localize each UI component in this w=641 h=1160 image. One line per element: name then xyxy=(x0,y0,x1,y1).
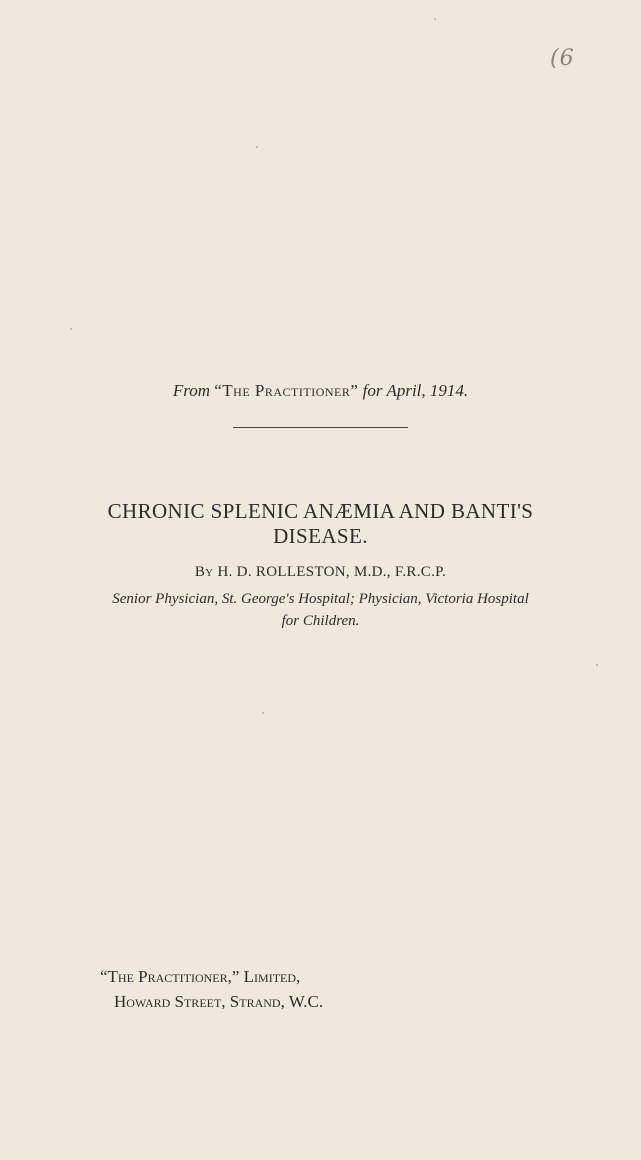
source-line xyxy=(0,381,641,401)
article-title xyxy=(0,499,641,549)
title-line-2: DISEASE. xyxy=(273,524,368,548)
affiliation-line-2: for Children. xyxy=(281,613,360,629)
publisher-line-2: Howard Street, Strand, W.C. xyxy=(114,992,324,1011)
affiliation-line-1: Senior Physician, St. George's Hospital; Physician, Victoria Hospital xyxy=(112,591,529,607)
paper-speck xyxy=(70,328,72,330)
publisher-line-1: “The Practitioner,” Limited, xyxy=(100,967,301,986)
publisher-imprint xyxy=(100,964,323,1014)
source-journal: “The Practitioner” xyxy=(214,381,359,400)
author-affiliation xyxy=(0,588,641,632)
author-byline xyxy=(0,564,641,581)
byline-prefix: By xyxy=(194,564,214,580)
handwritten-page-note: (6 xyxy=(550,46,575,71)
paper-speck xyxy=(256,146,258,148)
author-name: H. D. ROLLESTON, M.D., F.R.C.P. xyxy=(217,564,447,580)
paper-speck xyxy=(434,18,436,20)
source-date: for April, 1914. xyxy=(362,381,469,400)
paper-speck xyxy=(596,664,598,666)
title-line-1: CHRONIC SPLENIC ANÆMIA AND BANTI'S xyxy=(107,499,534,523)
paper-speck xyxy=(262,712,264,714)
divider-rule xyxy=(233,427,408,428)
source-from: From xyxy=(172,381,210,400)
